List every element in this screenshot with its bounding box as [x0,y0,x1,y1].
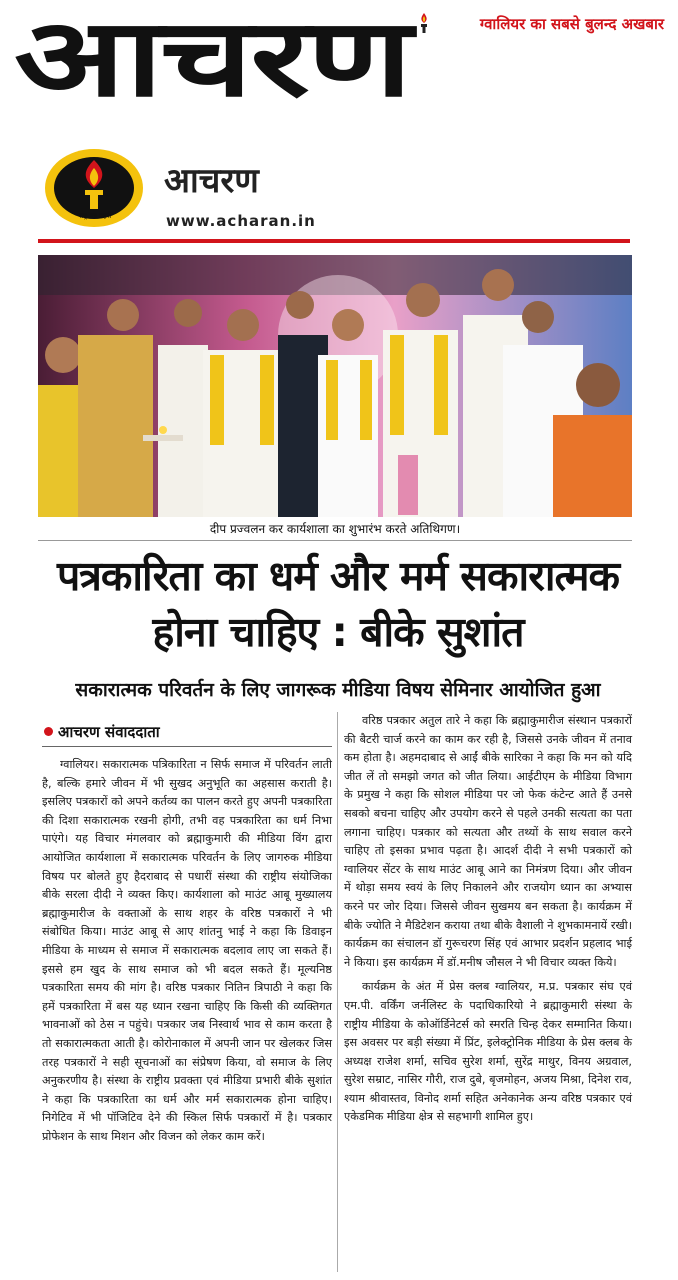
headline-line-2: होना चाहिए : बीके सुशांत [152,608,524,656]
lamp-lighting-photo [38,255,632,517]
column-divider [337,712,338,1272]
subheadline: सकारात्मक परिवर्तन के लिए जागरूक मीडिया विषय सेमिनार आयोजित हुआ [75,679,601,701]
article-column-1 [42,756,332,1146]
article-column-2 [344,712,632,1127]
headline [38,548,638,660]
column-2-paragraph-1: वरिष्ठ पत्रकार अतुल तारे ने कहा कि ब्रह्माकुमारीज संस्थान पत्रकारों की बैटरी चार्ज करने का काम कर रही है, जिससे उनके जीवन में तनाव कम होता है। अहमदाबाद से आईं बीके सारिका ने कहा कि मन को यदि जीत लें तो समझो जगत को जीत लिया। आईटीएम के मीडिया विभाग के प्रमुख ने कहा कि सोशल मीडिया पर जो फेक कंटेन्ट आते हैं उनसे सबको बचना चाहिए और उपयोग करने से पहले उनकी सत्यता का पता लगाना चाहिए। पत्रकार को सत्यता और तथ्यों के साथ सवाल करने चाहिए तो इसका प्रभाव पढ़ता है। आदर्श दीदी ने सभी पत्रकारों को ग्वालियर सेंटर के साथ माउंट आबू आने का निमंत्रण दिया। और जीवन में थोड़ा समय स्वयं के लिए निकालने और राजयोग ध्यान का अभ्यास करने पर जोर दिया। जिससे जीवन सुखमय बन सकता है। कार्यक्रम में बीके ज्योति ने मैडिटेशन कराया तथा बीके वैशाली ने शुभकामनायें रखी। कार्यक्रम का संचालन डॉ गुरूचरण सिंह एवं आभार प्रदर्शन प्रहलाद भाई ने किया। इस कार्यक्रम में डॉ.मनीष जौसल ने भी विचार व्यक्त किये। [344,714,632,969]
masthead [0,0,678,130]
headline-line-1: पत्रकारिता का धर्म और मर्म सकारात्मक [56,552,620,600]
byline-rule [42,746,332,747]
byline [44,722,160,742]
logo-name: आचरण [164,161,259,201]
photo-caption: दीप प्रज्वलन कर कार्यशाला का शुभारंभ करते अतिथिगण। [38,518,632,541]
bullet-icon [44,727,53,736]
masthead-title: आचरण [14,0,410,121]
header-divider [38,239,630,243]
website-url[interactable]: www.acharan.in [166,212,316,230]
column-2-paragraph-2: कार्यक्रम के अंत में प्रेस क्लब ग्वालियर, म.प्र. पत्रकार संघ एवं एम.पी. वर्किंग जर्नलिस्ट के पदाधिकारियो ने ब्रह्माकुमारी संस्था के राष्ट्रीय मीडिया के कोऑर्डिनेटर्स को स्मरति चिन्ह देकर सम्मानित किया। इस अवसर पर बड़ी संख्या में प्रिंट, इलेक्ट्रोनिक मीडिया के प्रेस क्लब के अध्यक्ष राजेश शर्मा, सचिव सुरेश शर्मा, सुरेंद्र माथुर, विनय अग्रवाल, सुरेश सम्राट, नासिर गौरी, राज दुबे, बृजमोहन, अजय मिश्रा, दिनेश राव, श्याम श्रीवास्तव, विनोद शर्मा सहित अनेकानेक अन्य वरिष्ठ पत्रकार एवं एकेडमिक मीडिया क्षेत्र से सहभागी शामिल हुए। [344,980,632,1124]
torch-icon [416,12,432,34]
byline-text: आचरण संवाददाता [58,723,160,741]
tagline: ग्वालियर का सबसे बुलन्द अखबार [479,15,664,33]
event-photo [38,255,632,517]
column-1-text: ग्वालियर। सकारात्मक पत्रिकारिता न सिर्फ समाज में परिवर्तन लाती है, बल्कि हमारे जीवन में भी सुखद अनुभूति का अहसास कराती है। इसलिए पत्रकारों को अपने कर्तव्य का पालन करते हुए अपनी पत्रकारिता की दिशा सकारात्मक रखनी होगी, तभी वह पत्रकारिता का धर्म निभा पाएंगे। यह विचार मंगलवार को ब्रह्माकुमारी की मीडिया विंग द्वारा आयोजित कार्यशाला में सकारात्मक परिवर्तन के लिए जागरुक मीडिया विषय पर बोलते हुए हैदराबाद से पधारीं संस्था की राष्ट्रीय संयोजिका बीके सरला दीदी ने व्यक्त किए। कार्यशाला को माउंट आबू मुख्यालय ब्रह्माकुमारीज के वक्ताओं के साथ शहर के वरिष्ठ पत्रकारों ने भी संबोधित किया। माउंट आबू से आए शांतनु भाई ने कहा कि डिवाइन मीडिया के माध्यम से समाज में सकारात्मक बदलाव लाए जा सकते हैं। इससे हम खुद के साथ समाज को भी बदल सकते हैं। मूल्यनिष्ठ पत्रकारिता समय की मांग है। वरिष्ठ पत्रकार नितिन त्रिपाठी ने कहा कि हमें पत्रकारिता में बस यह ध्यान रखना चाहिए कि किसी की व्यक्तिगत भावनाओं को ठेस न पहुंचे। पत्रकार जब निस्वार्थ भाव से काम करता है तो सकारात्मकता आती है। कोरोनाकाल में अपनी जान पर खेलकर जिस तरह पत्रकारों ने सही सूचनाओं का संप्रेषण किया, वो समाज के लिए अनुकरणीय है। संस्था के राष्ट्रीय प्रवक्ता एवं मीडिया प्रभारी बीके सुशांत ने कहा कि पत्रकारिता का धर्म और मर्म सकारात्मक होना चाहिए। निगेटिव में भी पॉजिटिव देने की स्किल सिर्फ पत्रकारों में है। पत्रकार प्रोफेशन के साथ मिशन और विजन को लेकर काम करें। [42,758,332,1143]
logo-badge-text: राष्ट्र का प्रहरी [78,212,112,220]
